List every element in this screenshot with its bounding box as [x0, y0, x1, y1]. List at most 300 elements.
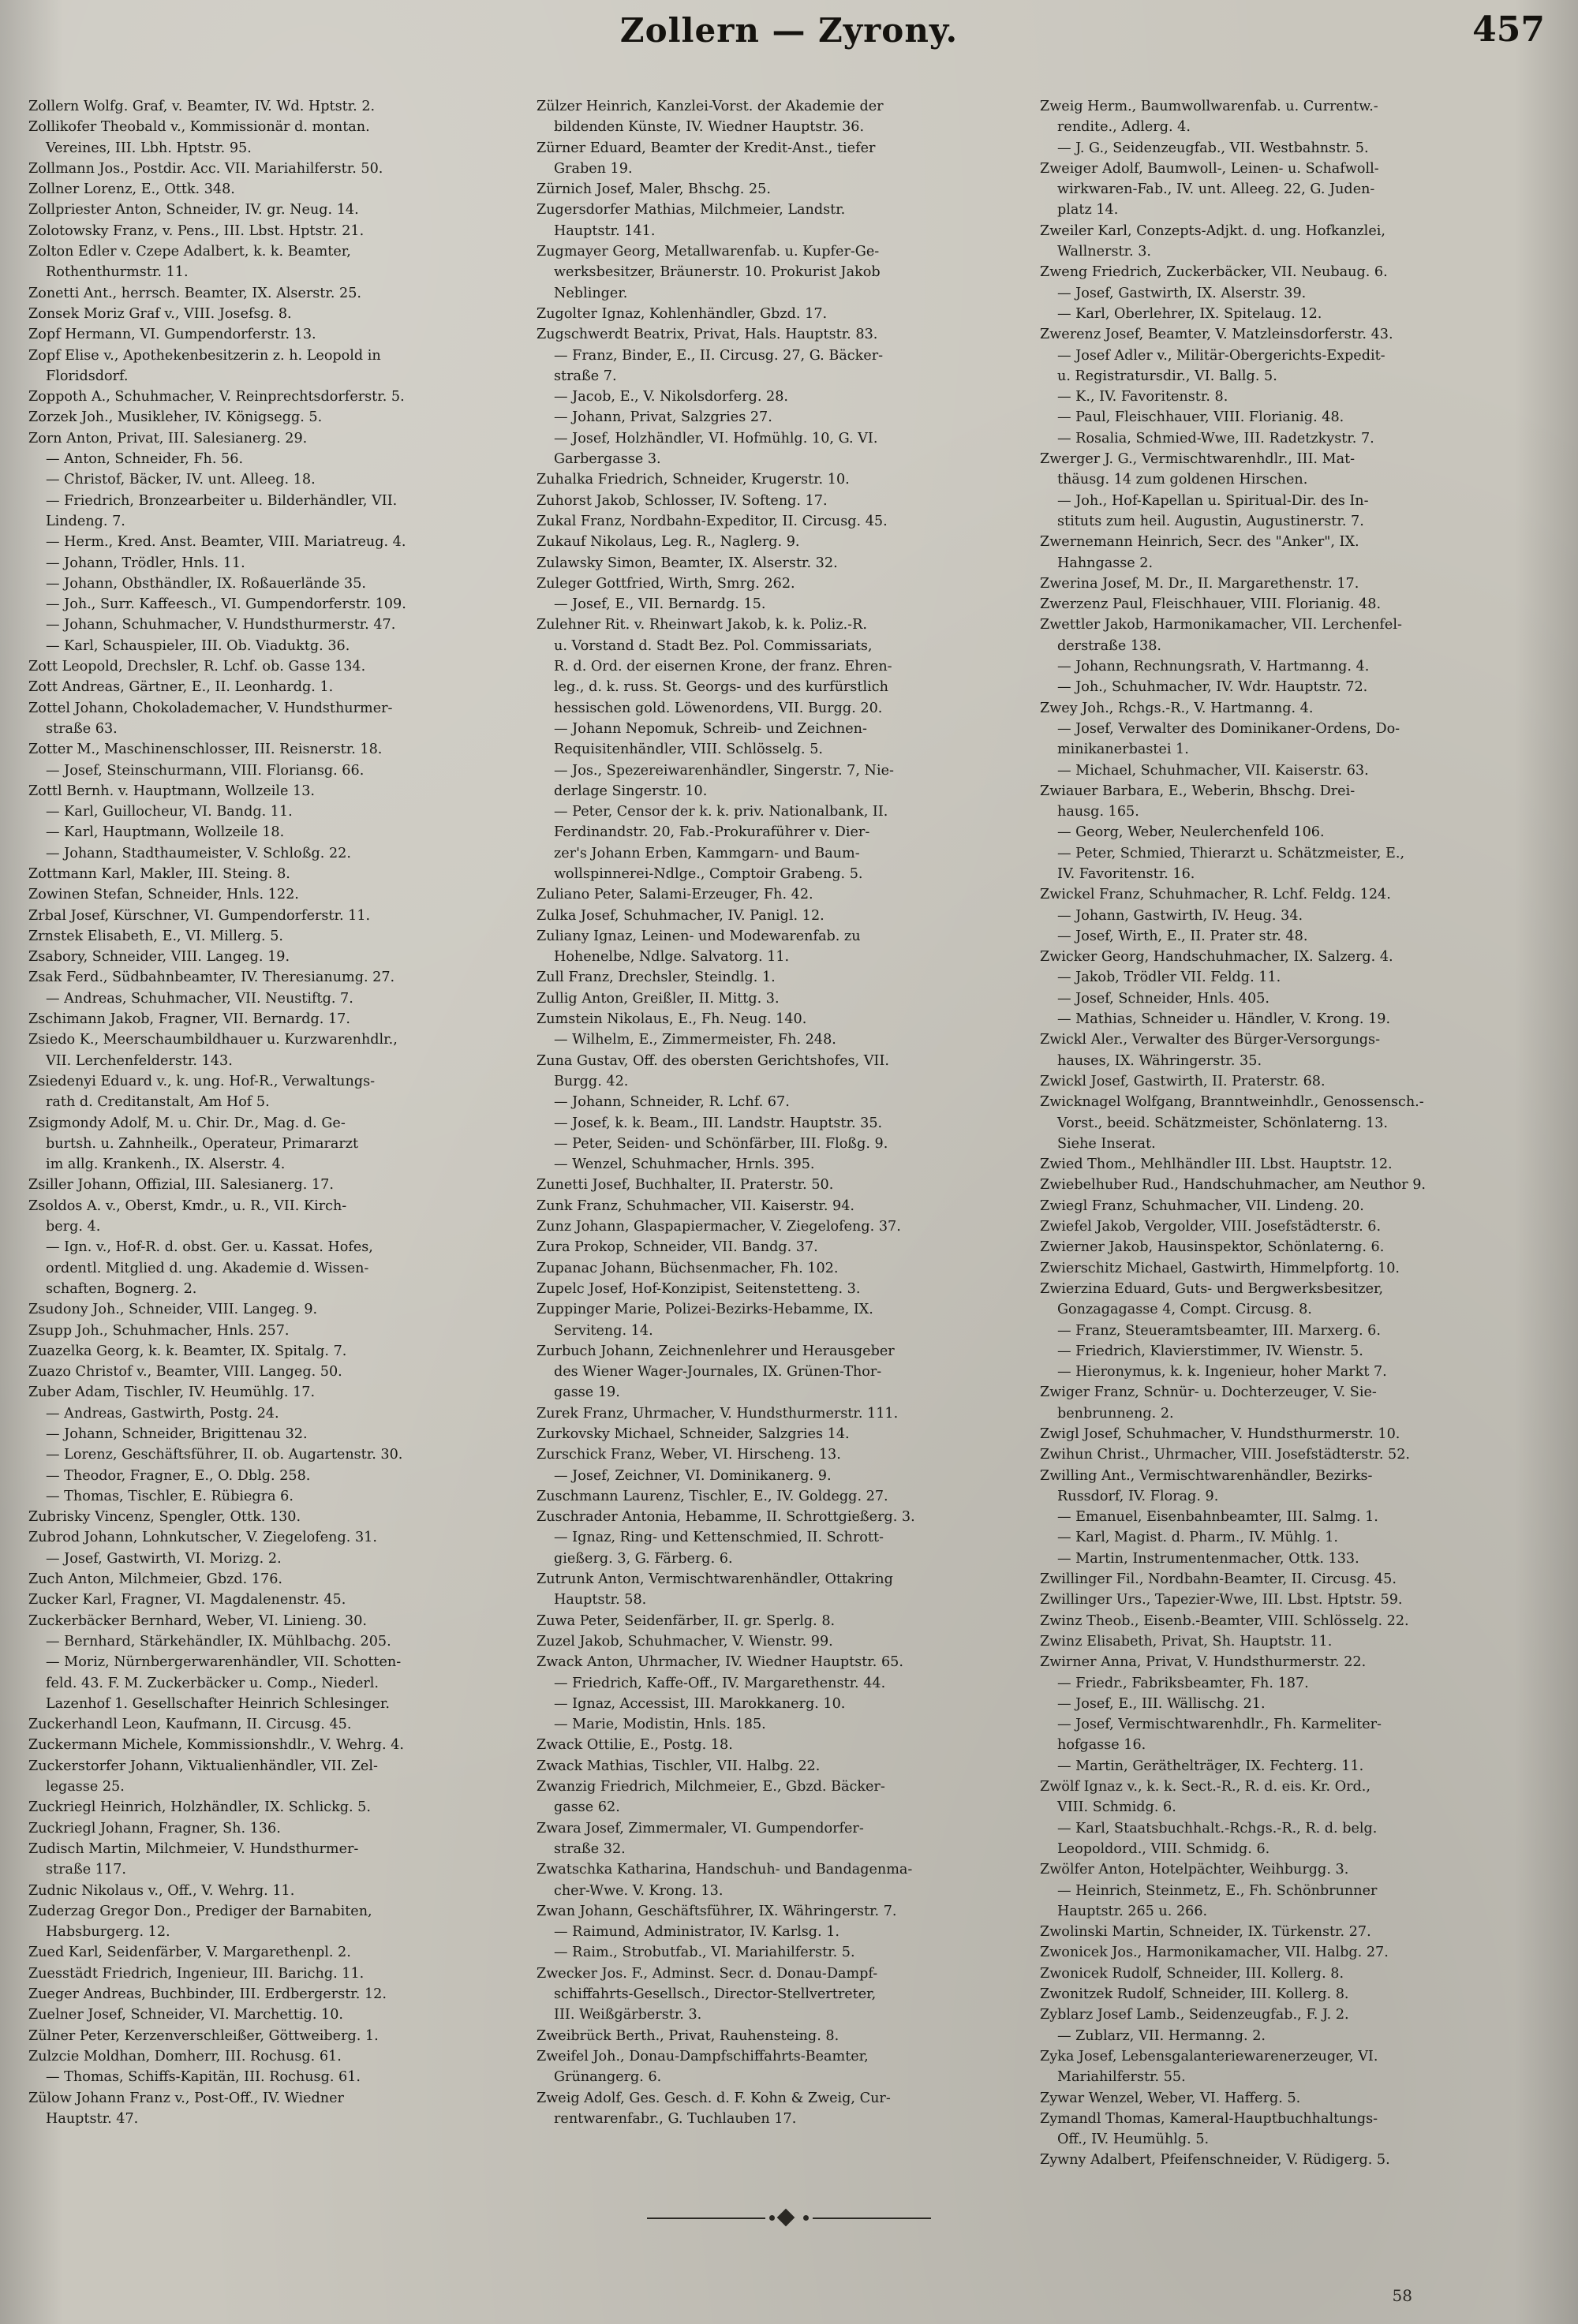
directory-entry-continuation: — Josef, Holzhändler, VI. Hofmühlg. 10, G. VI. — [554, 430, 878, 446]
directory-entry: Zwonitzek Rudolf, Schneider, III. Kollerg. 8. — [1040, 1986, 1349, 2003]
directory-entry-continuation: — Josef, E., III. Wällischg. 21. — [1057, 1695, 1266, 1712]
directory-entry: Zülner Peter, Kerzenverschleißer, Göttweiberg. 1. — [28, 2027, 379, 2044]
directory-entry: Zonsek Moriz Graf v., VIII. Josefsg. 8. — [28, 305, 292, 322]
page-number: 457 — [1472, 9, 1545, 50]
directory-entry-continuation: — Josef, Zeichner, VI. Dominikanerg. 9. — [554, 1467, 832, 1484]
directory-entry: Zwan Johann, Geschäftsführer, IX. Währingerstr. 7. — [537, 1903, 897, 1919]
directory-entry: Zsudony Joh., Schneider, VIII. Langeg. 9. — [28, 1302, 318, 1318]
directory-entry: Zollern Wolfg. Graf, v. Beamter, IV. Wd. Hptstr. 2. — [28, 99, 376, 114]
directory-entry: Zsiedo K., Meerschaumbildhauer u. Kurzwarenhdlr., — [28, 1032, 398, 1048]
directory-entry-continuation: — Zublarz, VII. Hermanng. 2. — [1057, 2027, 1266, 2044]
directory-entry: Zwara Josef, Zimmermaler, VI. Gumpendorfer- — [537, 1820, 864, 1836]
directory-entry: Zwiefel Jakob, Vergolder, VIII. Josefstädterstr. 6. — [1040, 1219, 1382, 1235]
directory-entry-continuation: Rothenthurmstr. 11. — [46, 264, 189, 281]
directory-entry-continuation: derlage Singerstr. 10. — [554, 783, 708, 799]
directory-entry-continuation: Mariahilferstr. 55. — [1057, 2069, 1186, 2086]
directory-entry-continuation: — K., IV. Favoritenstr. 8. — [1057, 389, 1228, 405]
directory-entry-continuation: — Johann, Schneider, Brigittenau 32. — [46, 1426, 308, 1442]
directory-entry: Zwinz Theob., Eisenb.-Beamter, VIII. Schlösselg. 22. — [1040, 1612, 1409, 1629]
ornament-diamond — [777, 2209, 795, 2227]
directory-entry: Zwack Anton, Uhrmacher, IV. Wiedner Hauptstr. 65. — [537, 1654, 903, 1671]
directory-entry-continuation: — Josef, Schneider, Hnls. 405. — [1057, 990, 1270, 1007]
directory-entry: Zuckriegl Johann, Fragner, Sh. 136. — [28, 1820, 281, 1836]
directory-entry: Zyblarz Josef Lamb., Seidenzeugfab., F. J. 2. — [1040, 2007, 1349, 2023]
directory-entry-continuation: — Karl, Schauspieler, III. Ob. Viaduktg. 36. — [46, 637, 350, 654]
directory-entry: Zwigl Josef, Schuhmacher, V. Hundsthurmerstr. 10. — [1040, 1426, 1400, 1442]
directory-entry-continuation: Ferdinandstr. 20, Fab.-Prokuraführer v. Dier- — [554, 824, 870, 841]
directory-entry-continuation: R. d. Ord. der eisernen Krone, der franz. Ehren- — [554, 659, 892, 675]
directory-entry: Zymandl Thomas, Kameral-Hauptbuchhaltungs- — [1040, 2110, 1378, 2127]
directory-entry: Zwierzina Eduard, Guts- und Bergwerksbesitzer, — [1040, 1280, 1384, 1297]
directory-entry-continuation: — Friedrich, Bronzearbeiter u. Bilderhändler, VII. — [46, 492, 398, 509]
directory-entry-continuation: — Joh., Surr. Kaffeesch., VI. Gumpendorferstr. 109. — [46, 596, 406, 613]
directory-entry: Zwinz Elisabeth, Privat, Sh. Hauptstr. 11. — [1040, 1633, 1333, 1650]
directory-entry: Zueger Andreas, Buchbinder, III. Erdbergerstr. 12. — [28, 1986, 387, 2003]
directory-entry: Zunetti Josef, Buchhalter, II. Praterstr. 50. — [537, 1177, 834, 1194]
directory-entry: Zweig Adolf, Ges. Gesch. d. F. Kohn & Zweig, Cur- — [537, 2090, 891, 2106]
directory-entry-continuation: — Wenzel, Schuhmacher, Hrnls. 395. — [554, 1156, 815, 1173]
directory-entry: Zuschrader Antonia, Hebamme, II. Schrottgießerg. 3. — [537, 1509, 915, 1526]
directory-entry: Zullig Anton, Greißler, II. Mittg. 3. — [537, 990, 780, 1007]
directory-entry-continuation: — Josef, Steinschurmann, VIII. Floriansg. 66. — [46, 762, 365, 779]
directory-entry-continuation: — Herm., Kred. Anst. Beamter, VIII. Mariatreug. 4. — [46, 534, 406, 551]
directory-entry-continuation: — Johann Nepomuk, Schreib- und Zeichnen- — [554, 720, 867, 737]
directory-entry: Zsupp Joh., Schuhmacher, Hnls. 257. — [28, 1322, 290, 1339]
directory-entry-continuation: — Johann, Schneider, R. Lchf. 67. — [554, 1094, 790, 1111]
directory-entry: Zweifel Joh., Donau-Dampfschiffahrts-Beamter, — [537, 2048, 869, 2064]
directory-entry-continuation: — Emanuel, Eisenbahnbeamter, III. Salmg. 1. — [1057, 1509, 1378, 1526]
directory-entry-continuation: — Anton, Schneider, Fh. 56. — [46, 451, 244, 468]
directory-entry: Zollpriester Anton, Schneider, IV. gr. Neug. 14. — [28, 202, 359, 219]
directory-entry: Zollner Lorenz, E., Ottk. 348. — [28, 181, 235, 198]
directory-entry-continuation: leg., d. k. russ. St. Georgs- und des kurfürstlich — [554, 679, 888, 696]
directory-entry: Zwölfer Anton, Hotelpächter, Weihburgg. 3. — [1040, 1862, 1349, 1878]
directory-entry-continuation: Vorst., beeid. Schätzmeister, Schönlaterng. 13. — [1057, 1115, 1389, 1131]
directory-entry-continuation: — Ignaz, Ring- und Kettenschmied, II. Schrott- — [554, 1530, 884, 1546]
directory-entry: Zwonicek Rudolf, Schneider, III. Kollerg. 8. — [1040, 1965, 1344, 1982]
directory-column-left — [28, 96, 519, 2129]
directory-entry: Zwecker Jos. F., Adminst. Secr. d. Donau-Dampf- — [537, 1965, 878, 1982]
directory-entry: Zuch Anton, Milchmeier, Gbzd. 176. — [28, 1571, 283, 1588]
directory-entry-continuation: berg. 4. — [46, 1219, 101, 1235]
directory-entry-continuation: straße 7. — [554, 368, 617, 384]
directory-entry: Zurbuch Johann, Zeichnenlehrer und Herausgeber — [537, 1343, 895, 1359]
directory-entry-continuation: — Johann, Obsthändler, IX. Roßauerlände 35. — [46, 575, 366, 592]
directory-entry: Zupanac Johann, Büchsenmacher, Fh. 102. — [537, 1260, 839, 1276]
directory-entry: Zulka Josef, Schuhmacher, IV. Panigl. 12. — [537, 907, 825, 924]
directory-entry: Zwiauer Barbara, E., Weberin, Bhschg. Drei- — [1040, 783, 1356, 799]
directory-entry-continuation: wollspinnerei-Ndlge., Comptoir Grabeng. 5. — [554, 865, 863, 882]
directory-entry-continuation: thäusg. 14 zum goldenen Hirschen. — [1057, 472, 1308, 488]
directory-entry: Zull Franz, Drechsler, Steindlg. 1. — [537, 970, 776, 986]
directory-entry: Zwerzenz Paul, Fleischhauer, VIII. Florianig. 48. — [1040, 596, 1382, 613]
directory-entry: Zowinen Stefan, Schneider, Hnls. 122. — [28, 887, 299, 903]
directory-entry-continuation: VIII. Schmidg. 6. — [1057, 1799, 1176, 1816]
directory-entry-continuation: legasse 25. — [46, 1779, 125, 1795]
directory-entry-continuation: — Christof, Bäcker, IV. unt. Alleeg. 18. — [46, 472, 316, 488]
directory-entry: Zwiger Franz, Schnür- u. Dochterzeuger, V. Sie- — [1040, 1384, 1377, 1401]
directory-entry: Zoppoth A., Schuhmacher, V. Reinprechtsdorferstr. 5. — [28, 389, 405, 405]
directory-entry-continuation: Wallnerstr. 3. — [1057, 244, 1151, 260]
directory-entry: Zwölf Ignaz v., k. k. Sect.-R., R. d. eis. Kr. Ord., — [1040, 1779, 1370, 1795]
directory-entry-continuation: gasse 62. — [554, 1799, 620, 1816]
directory-entry-continuation: minikanerbastei 1. — [1057, 742, 1189, 758]
directory-entry-continuation: — Josef, k. k. Beam., III. Landstr. Hauptstr. 35. — [554, 1115, 883, 1131]
directory-entry-continuation: — Heinrich, Steinmetz, E., Fh. Schönbrunner — [1057, 1882, 1378, 1899]
directory-entry: Zudisch Martin, Milchmeier, V. Hundsthurmer- — [28, 1840, 359, 1857]
directory-entry: Zuesstädt Friedrich, Ingenieur, III. Barichg. 11. — [28, 1965, 365, 1982]
directory-entry-continuation: zer's Johann Erben, Kammgarn- und Baum- — [554, 845, 860, 861]
directory-entry-continuation: — Franz, Steueramtsbeamter, III. Marxerg. 6. — [1057, 1322, 1381, 1339]
directory-entry-continuation: stituts zum heil. Augustin, Augustinerstr. 7. — [1057, 513, 1364, 529]
directory-entry: Zudnic Nikolaus v., Off., V. Wehrg. 11. — [28, 1882, 295, 1899]
directory-entry-continuation: straße 32. — [554, 1840, 626, 1857]
directory-entry: Zued Karl, Seidenfärber, V. Margarethenpl. 2. — [28, 1945, 351, 1961]
directory-entry-continuation: — Thomas, Tischler, E. Rübiegra 6. — [46, 1488, 294, 1504]
directory-entry-continuation: — Georg, Weber, Neulerchenfeld 106. — [1057, 824, 1325, 841]
directory-entry: Zukal Franz, Nordbahn-Expeditor, II. Circusg. 45. — [537, 513, 888, 529]
directory-entry-continuation: — Johann, Trödler, Hnls. 11. — [46, 555, 245, 571]
directory-entry: Zuber Adam, Tischler, IV. Heumühlg. 17. — [28, 1384, 316, 1401]
directory-entry: Zwillinger Fil., Nordbahn-Beamter, II. Circusg. 45. — [1040, 1571, 1397, 1588]
directory-entry-continuation: — Thomas, Schiffs-Kapitän, III. Rochusg. 61. — [46, 2069, 361, 2086]
directory-entry: Zulehner Rit. v. Rheinwart Jakob, k. k. Poliz.-R. — [537, 617, 867, 633]
directory-entry-continuation: — Peter, Seiden- und Schönfärber, III. Floßg. 9. — [554, 1135, 888, 1152]
directory-entry-continuation: — Rosalia, Schmied-Wwe, III. Radetzkystr. 7. — [1057, 430, 1374, 446]
directory-entry-continuation: — Johann, Stadthaumeister, V. Schloßg. 22. — [46, 845, 351, 861]
directory-entry-continuation: Graben 19. — [554, 160, 633, 177]
directory-entry: Zwierner Jakob, Hausinspektor, Schönlaterng. 6. — [1040, 1239, 1385, 1256]
directory-entry: Zuhorst Jakob, Schlosser, IV. Softeng. 17. — [537, 492, 828, 509]
directory-entry-continuation: — Peter, Censor der k. k. priv. Nationalbank, II. — [554, 804, 888, 820]
directory-entry-continuation: — Moriz, Nürnbergerwarenhändler, VII. Schotten- — [46, 1654, 402, 1671]
directory-entry-continuation: — Ignaz, Accessist, III. Marokkanerg. 10. — [554, 1695, 846, 1712]
directory-entry: Zywar Wenzel, Weber, VI. Hafferg. 5. — [1040, 2090, 1301, 2106]
directory-entry: Zuckerstorfer Johann, Viktualienhändler, VII. Zel- — [28, 1758, 378, 1774]
directory-entry-continuation: — Lorenz, Geschäftsführer, II. ob. Augartenstr. 30. — [46, 1447, 403, 1463]
directory-entry: Zwey Joh., Rchgs.-R., V. Hartmanng. 4. — [1040, 700, 1314, 716]
directory-entry: Zurschick Franz, Weber, VI. Hirscheng. 13. — [537, 1447, 841, 1463]
directory-entry: Zuderzag Gregor Don., Prediger der Barnabiten, — [28, 1903, 372, 1919]
directory-entry-continuation: platz 14. — [1057, 202, 1119, 219]
directory-entry: Zottl Bernh. v. Hauptmann, Wollzeile 13. — [28, 783, 315, 799]
directory-entry-continuation: — Karl, Guillocheur, VI. Bandg. 11. — [46, 804, 293, 820]
directory-entry: Zyka Josef, Lebensgalanteriewarenerzeuger, VI. — [1040, 2048, 1378, 2064]
directory-entry-continuation: — Hieronymus, k. k. Ingenieur, hoher Markt 7. — [1057, 1364, 1387, 1381]
directory-entry-continuation: — Josef, E., VII. Bernardg. 15. — [554, 596, 766, 613]
directory-entry-continuation: III. Weißgärberstr. 3. — [554, 2007, 702, 2023]
directory-entry-continuation: Requisitenhändler, VIII. Schlösselg. 5. — [554, 742, 823, 758]
directory-entry-continuation: — Franz, Binder, E., II. Circusg. 27, G. Bäcker- — [554, 347, 884, 364]
directory-entry: Zsiedenyi Eduard v., k. ung. Hof-R., Verwaltungs- — [28, 1073, 376, 1089]
directory-entry-continuation: — Josef, Vermischtwarenhdlr., Fh. Karmeliter- — [1057, 1717, 1382, 1733]
directory-entry: Zweibrück Berth., Privat, Rauhensteing. 8. — [537, 2027, 839, 2044]
directory-entry-continuation: feld. 43. F. M. Zuckerbäcker u. Comp., Niederl. — [46, 1675, 380, 1691]
directory-entry: Zuzel Jakob, Schuhmacher, V. Wienstr. 99. — [537, 1633, 833, 1650]
directory-entry: Zuna Gustav, Off. des obersten Gerichtshofes, VII. — [537, 1052, 889, 1069]
directory-entry-continuation: Grünangerg. 6. — [554, 2069, 662, 2086]
directory-entry-continuation: — Karl, Staatsbuchhalt.-Rchgs.-R., R. d. belg. — [1057, 1820, 1378, 1836]
directory-entry-continuation: — Joh., Schuhmacher, IV. Wdr. Hauptstr. 72. — [1057, 679, 1368, 696]
directory-entry-continuation: — Josef, Verwalter des Dominikaner-Ordens, Do- — [1057, 720, 1400, 737]
directory-entry-continuation: — Jos., Spezereiwarenhändler, Singerstr. 7, Nie- — [554, 762, 894, 779]
directory-entry: Zuppinger Marie, Polizei-Bezirks-Hebamme, IX. — [537, 1302, 873, 1318]
directory-entry-continuation: Hauptstr. 58. — [554, 1592, 647, 1608]
directory-entry-continuation: Lazenhof 1. Gesellschafter Heinrich Schlesinger. — [46, 1695, 390, 1712]
printer-signature-mark: 58 — [1392, 2286, 1412, 2305]
directory-entry: Zsiller Johann, Offizial, III. Salesianerg. 17. — [28, 1177, 334, 1194]
directory-entry-continuation: VII. Lerchenfelderstr. 143. — [46, 1052, 233, 1069]
directory-entry-continuation: — Martin, Geräthelträger, IX. Fechterg. 11. — [1057, 1758, 1364, 1774]
directory-entry: Zsak Ferd., Südbahnbeamter, IV. Theresianumg. 27. — [28, 970, 395, 986]
directory-entry-continuation: gießerg. 3, G. Färberg. 6. — [554, 1550, 733, 1567]
directory-entry: Zuckermann Michele, Kommissionshdlr., V. Wehrg. 4. — [28, 1737, 404, 1754]
directory-entry: Zwiebelhuber Rud., Handschuhmacher, am Neuthor 9. — [1040, 1177, 1426, 1194]
directory-entry: Zugersdorfer Mathias, Milchmeier, Landstr. — [537, 202, 846, 219]
directory-entry-continuation: Lindeng. 7. — [46, 513, 125, 529]
directory-entry: Zuckriegl Heinrich, Holzhändler, IX. Schlickg. 5. — [28, 1799, 371, 1816]
directory-entry-continuation: hessischen gold. Löwenordens, VII. Burgg. 20. — [554, 700, 883, 716]
directory-entry-continuation: wirkwaren-Fab., IV. unt. Alleeg. 22, G. Juden- — [1057, 181, 1375, 198]
directory-entry-continuation: Garbergasse 3. — [554, 451, 661, 468]
directory-entry-continuation: — Friedr., Fabriksbeamter, Fh. 187. — [1057, 1675, 1309, 1691]
directory-entry: Zsigmondy Adolf, M. u. Chir. Dr., Mag. d. Ge- — [28, 1115, 346, 1131]
directory-entry: Zotter M., Maschinenschlosser, III. Reisnerstr. 18. — [28, 742, 383, 758]
directory-entry: Zuliany Ignaz, Leinen- und Modewarenfab. zu — [537, 928, 861, 944]
directory-entry-continuation: — Karl, Hauptmann, Wollzeile 18. — [46, 824, 285, 841]
directory-entry: Zwack Ottilie, E., Postg. 18. — [537, 1737, 733, 1754]
ornament-dot — [803, 2215, 809, 2221]
directory-entry-continuation: — Josef, Gastwirth, IX. Alserstr. 39. — [1057, 285, 1307, 301]
directory-entry-continuation: des Wiener Wager-Journales, IX. Grünen-Thor- — [554, 1364, 882, 1381]
directory-entry: Zürnich Josef, Maler, Bhschg. 25. — [537, 181, 771, 198]
directory-entry-continuation: — Friedrich, Klavierstimmer, IV. Wienstr. 5. — [1057, 1343, 1363, 1359]
directory-entry: Zutrunk Anton, Vermischtwarenhändler, Ottakring — [537, 1571, 893, 1588]
directory-entry-continuation: Siehe Inserat. — [1057, 1135, 1156, 1152]
directory-entry-continuation: hausg. 165. — [1057, 804, 1139, 820]
directory-entry-continuation: rentwarenfabr., G. Tuchlauben 17. — [554, 2110, 797, 2127]
directory-entry: Zwanzig Friedrich, Milchmeier, E., Gbzd. Bäcker- — [537, 1779, 885, 1795]
directory-entry: Zwerina Josef, M. Dr., II. Margarethenstr. 17. — [1040, 575, 1359, 592]
directory-entry-continuation: Leopoldord., VIII. Schmidg. 6. — [1057, 1840, 1270, 1857]
directory-entry-continuation: — Friedrich, Kaffe-Off., IV. Margarethenstr. 44. — [554, 1675, 886, 1691]
directory-entry: Zrbal Josef, Kürschner, VI. Gumpendorferstr. 11. — [28, 907, 371, 924]
directory-entry: Zwicknagel Wolfgang, Branntweinhdlr., Genossensch.- — [1040, 1094, 1424, 1111]
directory-entry-continuation: schaften, Bognerg. 2. — [46, 1280, 197, 1297]
directory-entry-continuation: straße 117. — [46, 1862, 126, 1878]
directory-entry-continuation: straße 63. — [46, 720, 118, 737]
directory-entry-continuation: hofgasse 16. — [1057, 1737, 1146, 1754]
end-ornament — [647, 2209, 931, 2228]
directory-entry-continuation: Floridsdorf. — [46, 368, 129, 384]
directory-entry-continuation: — Raim., Strobutfab., VI. Mariahilferstr. 5. — [554, 1945, 855, 1961]
directory-entry: Zopf Elise v., Apothekenbesitzerin z. h. Leopold in — [28, 347, 381, 364]
directory-entry: Zuazo Christof v., Beamter, VIII. Langeg. 50. — [28, 1364, 342, 1381]
directory-entry: Zumstein Nikolaus, E., Fh. Neug. 140. — [537, 1011, 807, 1028]
directory-entry-continuation: ordentl. Mitglied d. ung. Akademie d. Wissen- — [46, 1260, 369, 1276]
directory-entry: Zolotowsky Franz, v. Pens., III. Lbst. Hptstr. 21. — [28, 222, 365, 239]
directory-entry-continuation: — Johann, Privat, Salzgries 27. — [554, 409, 772, 426]
directory-entry: Zucker Karl, Fragner, VI. Magdalenenstr. 45. — [28, 1592, 346, 1608]
directory-entry: Zorn Anton, Privat, III. Salesianerg. 29. — [28, 430, 308, 446]
directory-entry: Zwirner Anna, Privat, V. Hundsthurmerstr. 22. — [1040, 1654, 1367, 1671]
directory-entry: Zwack Mathias, Tischler, VII. Halbg. 22. — [537, 1758, 821, 1774]
directory-entry-continuation: — Peter, Schmied, Thierarzt u. Schätzmeister, E., — [1057, 845, 1405, 861]
directory-column-middle — [537, 96, 1027, 2129]
directory-entry: Zwicker Georg, Handschuhmacher, IX. Salzerg. 4. — [1040, 949, 1393, 966]
directory-entry-continuation: — Marie, Modistin, Hnls. 185. — [554, 1717, 766, 1733]
directory-entry-continuation: — Johann, Rechnungsrath, V. Hartmanng. 4. — [1057, 659, 1370, 675]
page-title: Zollern — Zyrony. — [619, 11, 959, 50]
directory-entry: Zuckerbäcker Bernhard, Weber, VI. Linieng. 30. — [28, 1612, 368, 1629]
directory-entry: Zott Leopold, Drechsler, R. Lchf. ob. Gasse 134. — [28, 659, 366, 675]
page-header — [0, 6, 1578, 62]
directory-entry: Zuwa Peter, Seidenfärber, II. gr. Sperlg. 8. — [537, 1612, 836, 1629]
directory-entry-continuation: — Joh., Hof-Kapellan u. Spiritual-Dir. des In- — [1057, 492, 1369, 509]
directory-entry-continuation: — Josef, Wirth, E., II. Prater str. 48. — [1057, 928, 1308, 944]
directory-entry: Zülow Johann Franz v., Post-Off., IV. Wiedner — [28, 2090, 344, 2106]
directory-entry: Zürner Eduard, Beamter der Kredit-Anst., tiefer — [537, 140, 876, 156]
directory-entry-continuation: hauses, IX. Währingerstr. 35. — [1057, 1052, 1262, 1069]
directory-entry-continuation: — Andreas, Schuhmacher, VII. Neustiftg. 7. — [46, 990, 353, 1007]
directory-entry-continuation: — Bernhard, Stärkehändler, IX. Mühlbachg. 205. — [46, 1633, 391, 1650]
directory-entry: Zubrisky Vincenz, Spengler, Ottk. 130. — [28, 1509, 301, 1526]
directory-entry: Zupelc Josef, Hof-Konzipist, Seitenstetteng. 3. — [537, 1280, 861, 1297]
directory-entry: Zukauf Nikolaus, Leg. R., Naglerg. 9. — [537, 534, 800, 551]
directory-entry: Zywny Adalbert, Pfeifenschneider, V. Rüdigerg. 5. — [1040, 2152, 1390, 2169]
directory-entry: Zonetti Ant., herrsch. Beamter, IX. Alserstr. 25. — [28, 285, 362, 301]
directory-entry-continuation: IV. Favoritenstr. 16. — [1057, 865, 1195, 882]
directory-entry-continuation: rath d. Creditanstalt, Am Hof 5. — [46, 1094, 270, 1111]
directory-entry: Zunz Johann, Glaspapiermacher, V. Ziegelofeng. 37. — [537, 1219, 901, 1235]
directory-entry-continuation: — Raimund, Administrator, IV. Karlsg. 1. — [554, 1924, 840, 1941]
directory-entry-continuation: Serviteng. 14. — [554, 1322, 653, 1339]
directory-entry: Zuschmann Laurenz, Tischler, E., IV. Goldegg. 27. — [537, 1488, 888, 1504]
directory-entry-continuation: Habsburgerg. 12. — [46, 1924, 170, 1941]
directory-entry-continuation: Hauptstr. 141. — [554, 222, 656, 239]
directory-entry-continuation: Hauptstr. 47. — [46, 2110, 139, 2127]
directory-entry: Zwettler Jakob, Harmonikamacher, VII. Lerchenfel- — [1040, 617, 1402, 633]
directory-entry: Zuckerhandl Leon, Kaufmann, II. Circusg. 45. — [28, 1717, 352, 1733]
directory-entry-continuation: u. Registratursdir., VI. Ballg. 5. — [1057, 368, 1277, 384]
directory-entry: Zwierschitz Michael, Gastwirth, Himmelpfortg. 10. — [1040, 1260, 1400, 1276]
directory-entry: Zweng Friedrich, Zuckerbäcker, VII. Neubaug. 6. — [1040, 264, 1388, 281]
directory-entry: Zweig Herm., Baumwollwarenfab. u. Currentw.- — [1040, 99, 1378, 114]
directory-entry: Zopf Hermann, VI. Gumpendorferstr. 13. — [28, 327, 316, 343]
directory-entry-continuation: Hauptstr. 265 u. 266. — [1057, 1903, 1208, 1919]
directory-entry-continuation: — Wilhelm, E., Zimmermeister, Fh. 248. — [554, 1032, 836, 1048]
directory-entry-continuation: Hohenelbe, Ndlge. Salvatorg. 11. — [554, 949, 790, 966]
directory-entry: Zurkovsky Michael, Schneider, Salzgries 14. — [537, 1426, 850, 1442]
directory-entry: Zschimann Jakob, Fragner, VII. Bernardg. 17. — [28, 1011, 350, 1028]
directory-entry: Zurek Franz, Uhrmacher, V. Hundsthurmerstr. 111. — [537, 1405, 899, 1422]
directory-entry-continuation: gasse 19. — [554, 1384, 620, 1401]
directory-entry-continuation: — Theodor, Fragner, E., O. Dblg. 258. — [46, 1467, 311, 1484]
directory-entry: Zweiler Karl, Conzepts-Adjkt. d. ung. Hofkanzlei, — [1040, 222, 1385, 239]
directory-entry: Zuazelka Georg, k. k. Beamter, IX. Spitalg. 7. — [28, 1343, 347, 1359]
directory-entry-continuation: schiffahrts-Gesellsch., Director-Stellvertreter, — [554, 1986, 877, 2003]
directory-column-right — [1040, 96, 1546, 2171]
directory-entry: Zsabory, Schneider, VIII. Langeg. 19. — [28, 949, 290, 966]
directory-entry: Zulawsky Simon, Beamter, IX. Alserstr. 32. — [537, 555, 838, 571]
directory-entry-continuation: — Martin, Instrumentenmacher, Ottk. 133. — [1057, 1550, 1359, 1567]
directory-entry-continuation: — Josef, Gastwirth, VI. Morizg. 2. — [46, 1550, 282, 1567]
ornament-dot — [769, 2215, 775, 2221]
directory-entry-continuation: — Jacob, E., V. Nikolsdorferg. 28. — [554, 389, 789, 405]
directory-entry: Zwernemann Heinrich, Secr. des "Anker", IX. — [1040, 534, 1359, 551]
directory-entry: Zugschwerdt Beatrix, Privat, Hals. Hauptstr. 83. — [537, 327, 878, 343]
directory-entry: Zweiger Adolf, Baumwoll-, Leinen- u. Schafwoll- — [1040, 160, 1379, 177]
directory-entry: Zwihun Christ., Uhrmacher, VIII. Josefstädterstr. 52. — [1040, 1447, 1411, 1463]
directory-entry: Zottel Johann, Chokolademacher, V. Hundsthurmer- — [28, 700, 393, 716]
directory-entry-continuation: derstraße 138. — [1057, 637, 1162, 654]
directory-entry: Zuliano Peter, Salami-Erzeuger, Fh. 42. — [537, 887, 813, 903]
directory-entry-continuation: — Mathias, Schneider u. Händler, V. Krong. 19. — [1057, 1011, 1391, 1028]
directory-entry-continuation: — Ign. v., Hof-R. d. obst. Ger. u. Kassat. Hofes, — [46, 1239, 373, 1256]
directory-entry: Zwerenz Josef, Beamter, V. Matzleinsdorferstr. 43. — [1040, 327, 1393, 343]
directory-entry-continuation: burtsh. u. Zahnheilk., Operateur, Primararzt — [46, 1135, 359, 1152]
ornament-line — [647, 2218, 765, 2219]
directory-entry-continuation: — Karl, Oberlehrer, IX. Spitelaug. 12. — [1057, 305, 1322, 322]
directory-entry-continuation: — Jakob, Trödler VII. Feldg. 11. — [1057, 970, 1281, 986]
directory-entry: Zrnstek Elisabeth, E., VI. Millerg. 5. — [28, 928, 284, 944]
directory-entry-continuation: Neblinger. — [554, 285, 628, 301]
directory-entry: Zura Prokop, Schneider, VII. Bandg. 37. — [537, 1239, 818, 1256]
directory-entry: Zwillinger Urs., Tapezier-Wwe, III. Lbst. Hptstr. 59. — [1040, 1592, 1403, 1608]
directory-entry-continuation: — Josef Adler v., Militär-Obergerichts-Expedit- — [1057, 347, 1385, 364]
directory-entry: Zwiegl Franz, Schuhmacher, VII. Lindeng. 20. — [1040, 1197, 1364, 1214]
directory-entry: Zorzek Joh., Musikleher, IV. Königsegg. 5. — [28, 409, 323, 426]
directory-entry: Zwied Thom., Mehlhändler III. Lbst. Hauptstr. 12. — [1040, 1156, 1393, 1173]
directory-entry-continuation: im allg. Krankenh., IX. Alserstr. 4. — [46, 1156, 286, 1173]
directory-entry: Zwonicek Jos., Harmonikamacher, VII. Halbg. 27. — [1040, 1945, 1389, 1961]
ornament-line — [813, 2218, 931, 2219]
directory-entry: Zwerger J. G., Vermischtwarenhdlr., III. Mat- — [1040, 451, 1356, 468]
directory-entry-continuation: Off., IV. Heumühlg. 5. — [1057, 2132, 1210, 2148]
directory-entry: Zollmann Jos., Postdir. Acc. VII. Mariahilferstr. 50. — [28, 160, 383, 177]
directory-entry: Zülzer Heinrich, Kanzlei-Vorst. der Akademie der — [537, 99, 884, 114]
directory-entry: Zwatschka Katharina, Handschuh- und Bandagenma- — [537, 1862, 913, 1878]
directory-entry: Zottmann Karl, Makler, III. Steing. 8. — [28, 865, 290, 882]
directory-entry-continuation: — Johann, Gastwirth, IV. Heug. 34. — [1057, 907, 1303, 924]
directory-entry: Zollikofer Theobald v., Kommissionär d. montan. — [28, 119, 370, 136]
directory-entry-continuation: Burgg. 42. — [554, 1073, 629, 1089]
directory-entry-continuation: — Karl, Magist. d. Pharm., IV. Mühlg. 1. — [1057, 1530, 1338, 1546]
directory-entry-continuation: — Johann, Schuhmacher, V. Hundsthurmerstr. 47. — [46, 617, 396, 633]
directory-entry: Zunk Franz, Schuhmacher, VII. Kaiserstr. 94. — [537, 1197, 855, 1214]
directory-entry: Zulzcie Moldhan, Domherr, III. Rochusg. 61. — [28, 2048, 342, 2064]
directory-entry-continuation: — J. G., Seidenzeugfab., VII. Westbahnstr. 5. — [1057, 140, 1369, 156]
directory-entry: Zugolter Ignaz, Kohlenhändler, Gbzd. 17. — [537, 305, 828, 322]
directory-entry-continuation: rendite., Adlerg. 4. — [1057, 119, 1191, 136]
directory-entry-continuation: Gonzagagasse 4, Compt. Circusg. 8. — [1057, 1302, 1312, 1318]
directory-entry: Zuleger Gottfried, Wirth, Smrg. 262. — [537, 575, 795, 592]
directory-entry-continuation: Hahngasse 2. — [1057, 555, 1154, 571]
directory-entry: Zuhalka Friedrich, Schneider, Krugerstr. 10. — [537, 472, 850, 488]
directory-entry: Zolton Edler v. Czepe Adalbert, k. k. Beamter, — [28, 244, 351, 260]
directory-entry: Zwilling Ant., Vermischtwarenhändler, Bezirks- — [1040, 1467, 1373, 1484]
directory-entry-continuation: Russdorf, IV. Florag. 9. — [1057, 1488, 1219, 1504]
directory-entry-continuation: bildenden Künste, IV. Wiedner Hauptstr. 36. — [554, 119, 865, 136]
directory-entry-continuation: benbrunneng. 2. — [1057, 1405, 1174, 1422]
directory-entry-continuation: Vereines, III. Lbh. Hptstr. 95. — [46, 140, 252, 156]
directory-entry: Zwolinski Martin, Schneider, IX. Türkenstr. 27. — [1040, 1924, 1371, 1941]
directory-entry: Zwickl Aler., Verwalter des Bürger-Versorgungs- — [1040, 1032, 1381, 1048]
directory-entry-continuation: — Paul, Fleischhauer, VIII. Florianig. 48. — [1057, 409, 1344, 426]
directory-entry-continuation: cher-Wwe. V. Krong. 13. — [554, 1882, 724, 1899]
directory-entry: Zubrod Johann, Lohnkutscher, V. Ziegelofeng. 31. — [28, 1530, 377, 1546]
directory-entry-continuation: — Michael, Schuhmacher, VII. Kaiserstr. 63. — [1057, 762, 1369, 779]
